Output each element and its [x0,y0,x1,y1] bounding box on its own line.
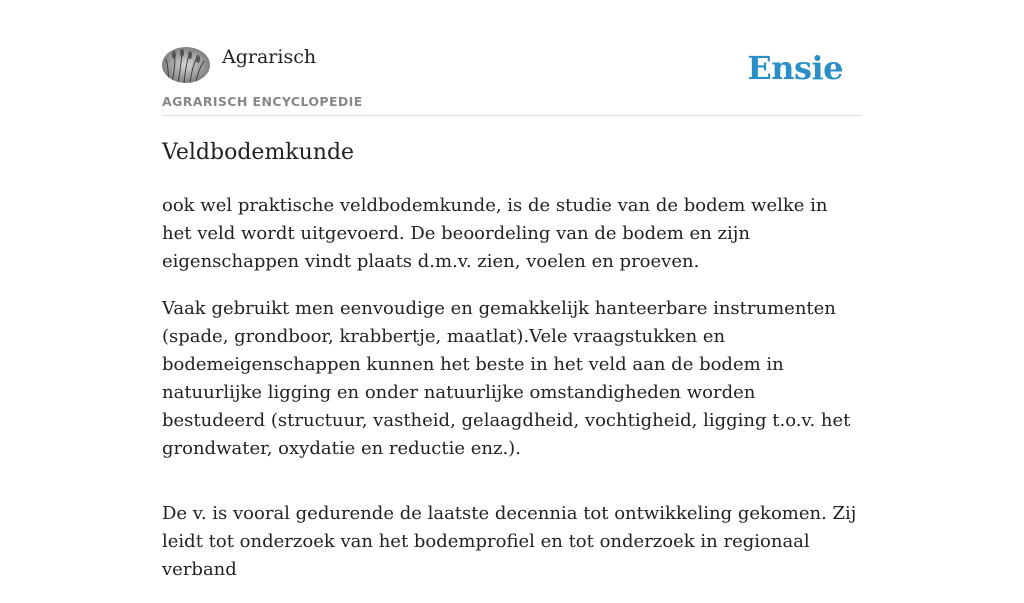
paragraph: De v. is vooral gedurende de laatste decennia tot ontwikkeling gekomen. Zij leidt tot onderzoek van het bodemprofiel en tot onderzoek in regionaal verband [162,503,857,580]
site-name[interactable]: Agrarisch [222,46,317,68]
site-header [162,0,862,116]
ensie-logo[interactable]: Ensie [747,49,843,87]
wheat-logo-icon[interactable] [162,47,210,83]
site-subtitle[interactable]: AGRARISCH ENCYCLOPEDIE [162,94,363,109]
page [162,0,862,580]
paragraph: Vaak gebruikt men eenvoudige en gemakkelijk hanteerbare instrumenten (spade, grondboor, krabbertje, maatlat).Vele vraagstukken en bodemeigenschappen kunnen het beste in het veld aan de bodem in natuurlijke ligging en onder natuurlijke omstandigheden worden bestudeerd (structuur, vastheid, gelaagdheid, vochtigheid, ligging t.o.v. het grondwater, oxydatie en reductie enz.). [162,298,851,459]
paragraph: ook wel praktische veldbodemkunde, is de studie van de bodem welke in het veld wordt uitgevoerd. De beoordeling van de bodem en zijn eigenschappen vindt plaats d.m.v. zien, voelen en proeven. [162,195,828,272]
article-title: Veldbodemkunde [162,140,355,165]
article-body [162,192,862,603]
